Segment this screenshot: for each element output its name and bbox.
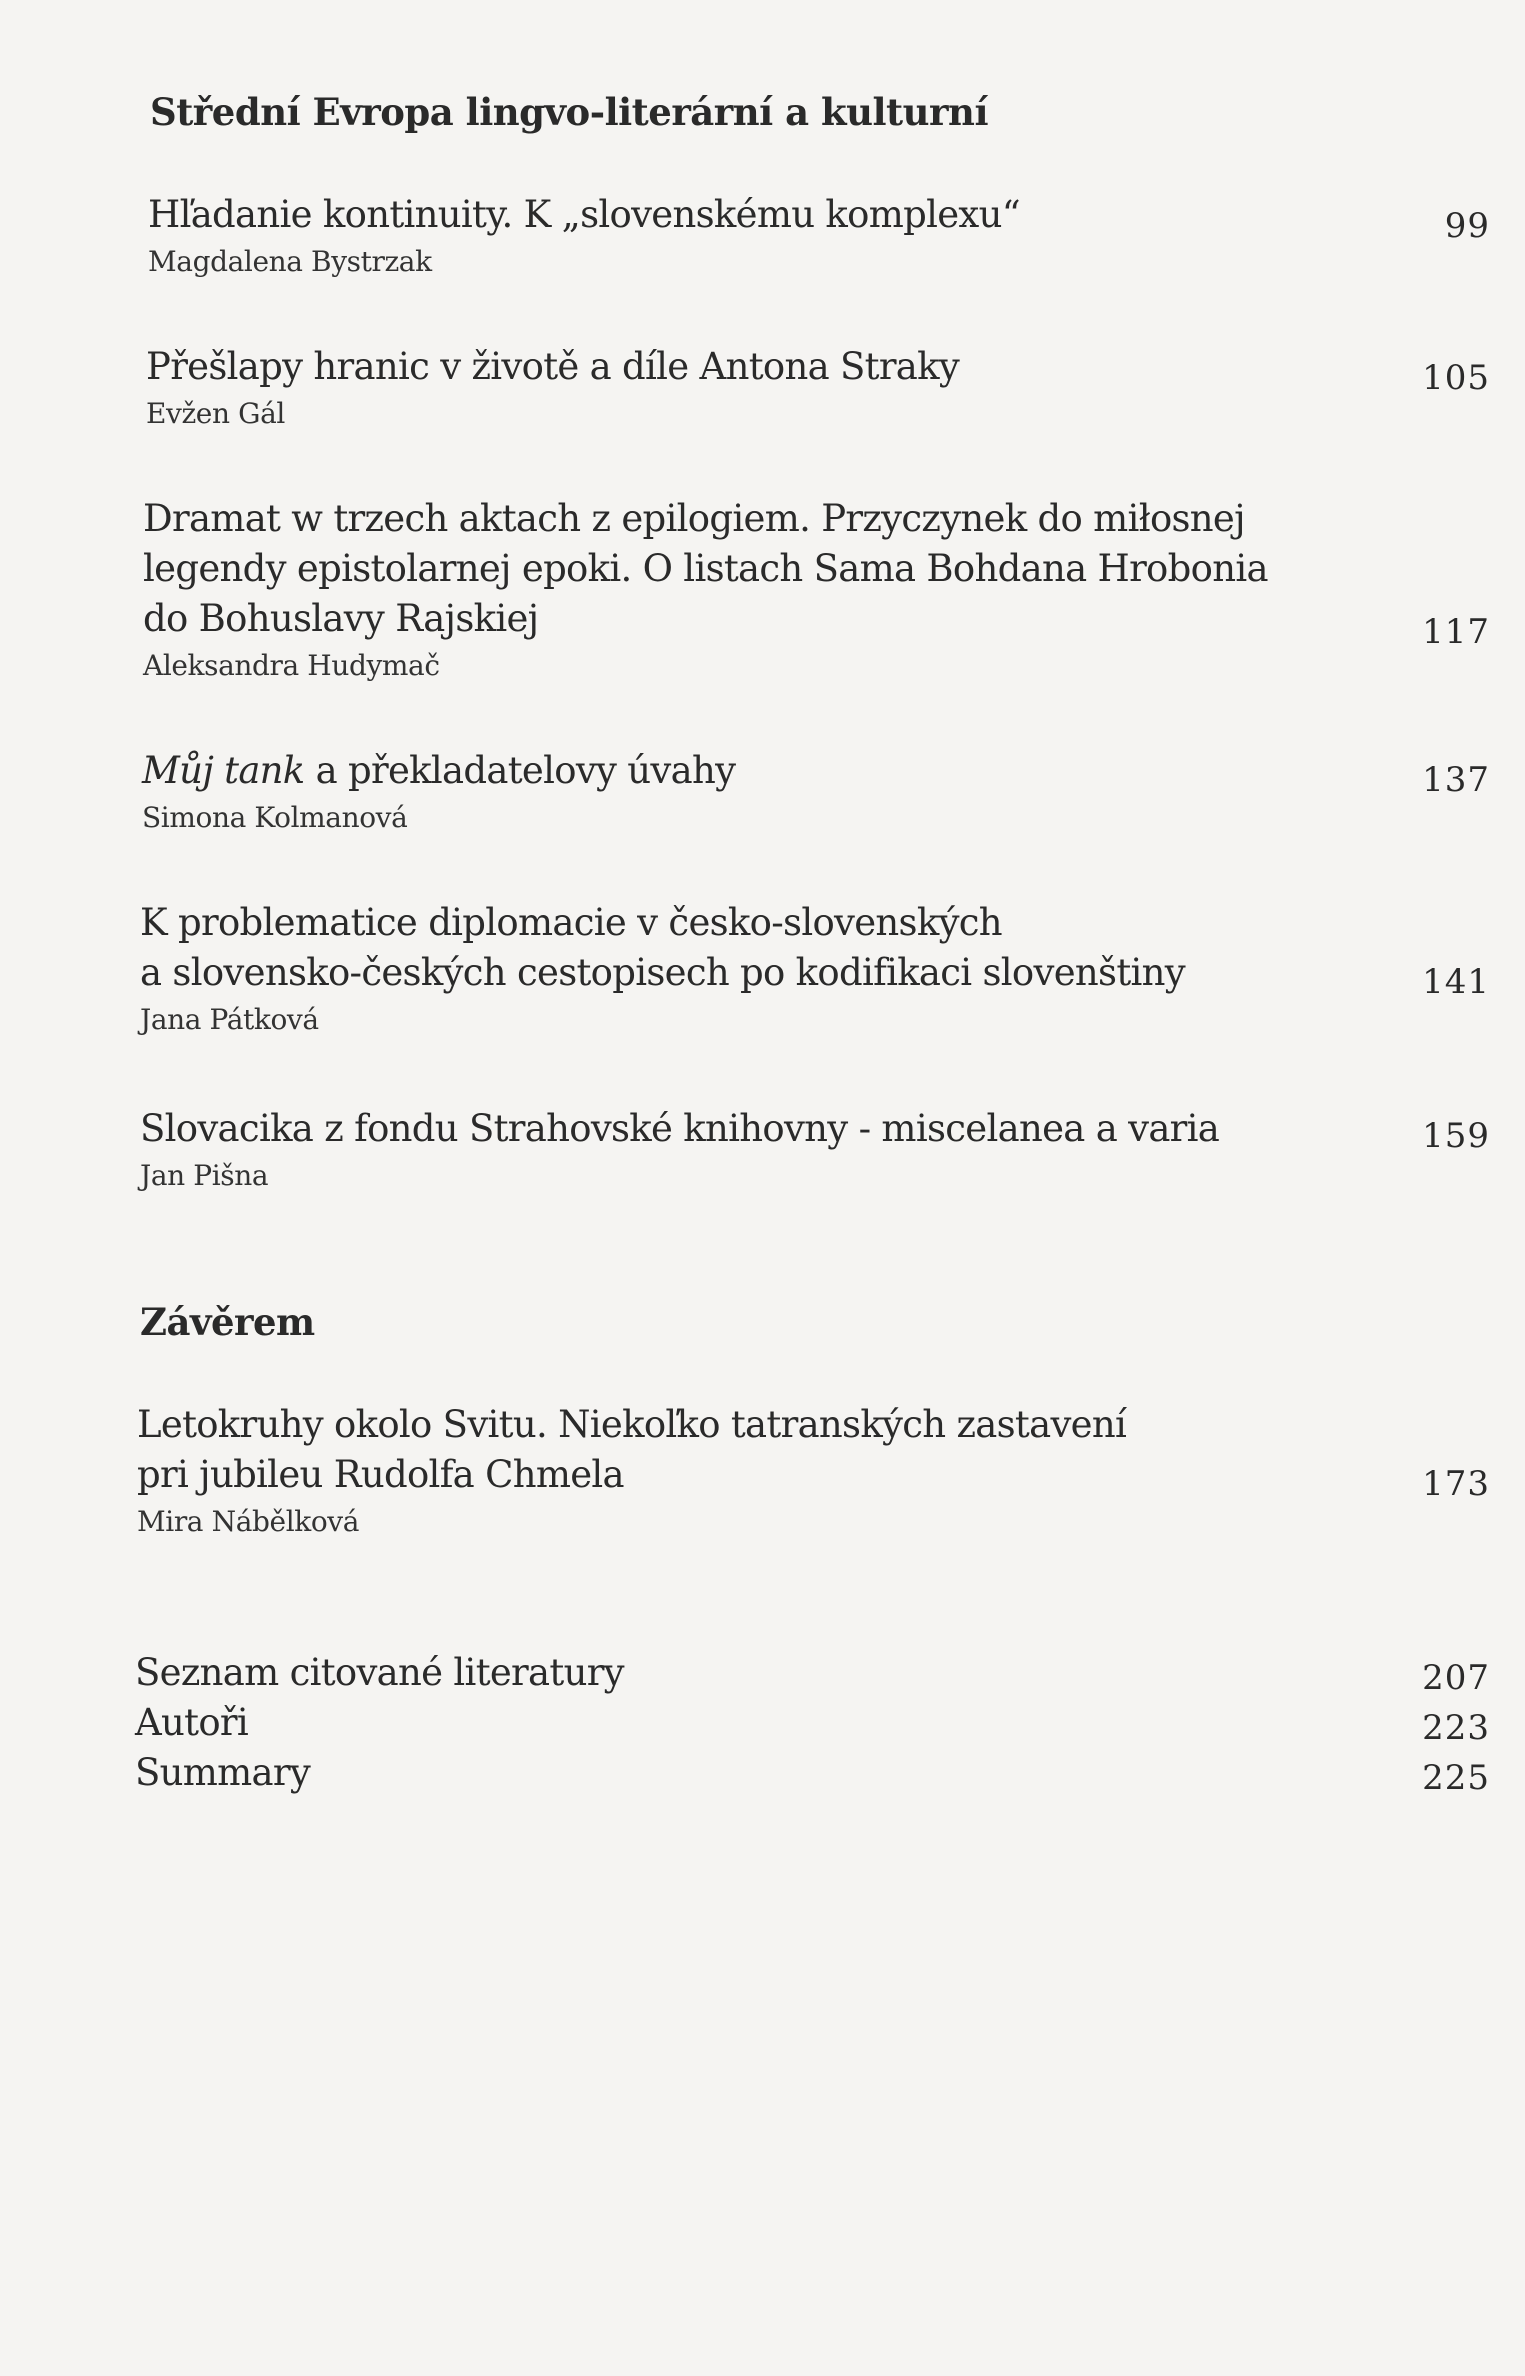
entry-title [142,746,1292,796]
section-heading-central-europe: Střední Evropa lingvo-literární a kulturní [150,90,989,134]
back-matter-label: Autoři [135,1701,249,1744]
entry-page-number: 159 [1422,1116,1490,1156]
entry-title-rest: a překladatelovy úvahy [304,749,736,792]
entry-title-italic: Můj tank [142,749,305,792]
entry-author: Jana Pátková [140,1003,319,1036]
entry-page-number: 105 [1422,358,1490,398]
entry-page-number: 99 [1444,206,1490,246]
entry-page-number: 117 [1422,612,1490,652]
entry-author: Jan Pišna [140,1159,269,1192]
entry-page-number: 141 [1422,962,1490,1002]
toc-entry[interactable] [143,494,1490,686]
entry-author: Magdalena Bystrzak [148,245,432,278]
entry-title-line: K problematice diplomacie v česko-slovenských [140,901,1002,944]
entry-title-line: Přešlapy hranic v životě a díle Antona Straky [146,345,960,388]
entry-title-line: Letokruhy okolo Svitu. Niekoľko tatranských zastavení [137,1403,1127,1446]
toc-entry[interactable] [142,746,1490,838]
entry-title-line: Hľadanie kontinuity. K „slovenskému komplexu“ [148,193,1020,236]
entry-title-line: pri jubileu Rudolfa Chmela [137,1453,624,1496]
entry-title-line: legendy epistolarnej epoki. O listach Sama Bohdana Hrobonia [143,547,1268,590]
entry-title [137,1400,1287,1500]
entry-title [143,494,1293,644]
entry-title [148,190,1298,240]
back-matter-item-summary[interactable] [135,1748,1490,1798]
back-matter-list [135,1648,1490,1798]
entry-title [140,1104,1290,1154]
back-matter-page-number: 225 [1422,1758,1490,1798]
back-matter-item-bibliography[interactable] [135,1648,1490,1698]
entry-title [146,342,1296,392]
entry-title-line: a slovensko-českých cestopisech po kodifikaci slovenštiny [140,951,1185,994]
back-matter-label: Seznam citované literatury [135,1651,624,1694]
toc-entry[interactable] [146,342,1490,434]
section-heading-conclusion: Závěrem [140,1300,315,1344]
entry-page-number: 137 [1422,760,1490,800]
entry-title-line: do Bohuslavy Rajskiej [143,597,539,640]
back-matter-label: Summary [135,1751,311,1794]
entry-title-line [142,746,1292,796]
entry-author: Simona Kolmanová [142,801,408,834]
entry-title-line: Slovacika z fondu Strahovské knihovny - miscelanea a varia [140,1107,1220,1150]
entry-author: Aleksandra Hudymač [143,649,440,682]
entry-page-number: 173 [1422,1464,1490,1504]
toc-entry[interactable] [140,1104,1490,1196]
entry-author: Mira Nábělková [137,1505,359,1538]
back-matter-page-number: 223 [1422,1708,1490,1748]
back-matter-page-number: 207 [1422,1658,1490,1698]
entry-title [140,898,1290,998]
back-matter-item-authors[interactable] [135,1698,1490,1748]
entry-author: Evžen Gál [146,397,285,430]
toc-entry[interactable] [148,190,1490,282]
toc-entry[interactable] [140,898,1490,1040]
entry-title-line: Dramat w trzech aktach z epilogiem. Przyczynek do miłosnej [143,497,1245,540]
toc-entry[interactable] [137,1400,1490,1542]
